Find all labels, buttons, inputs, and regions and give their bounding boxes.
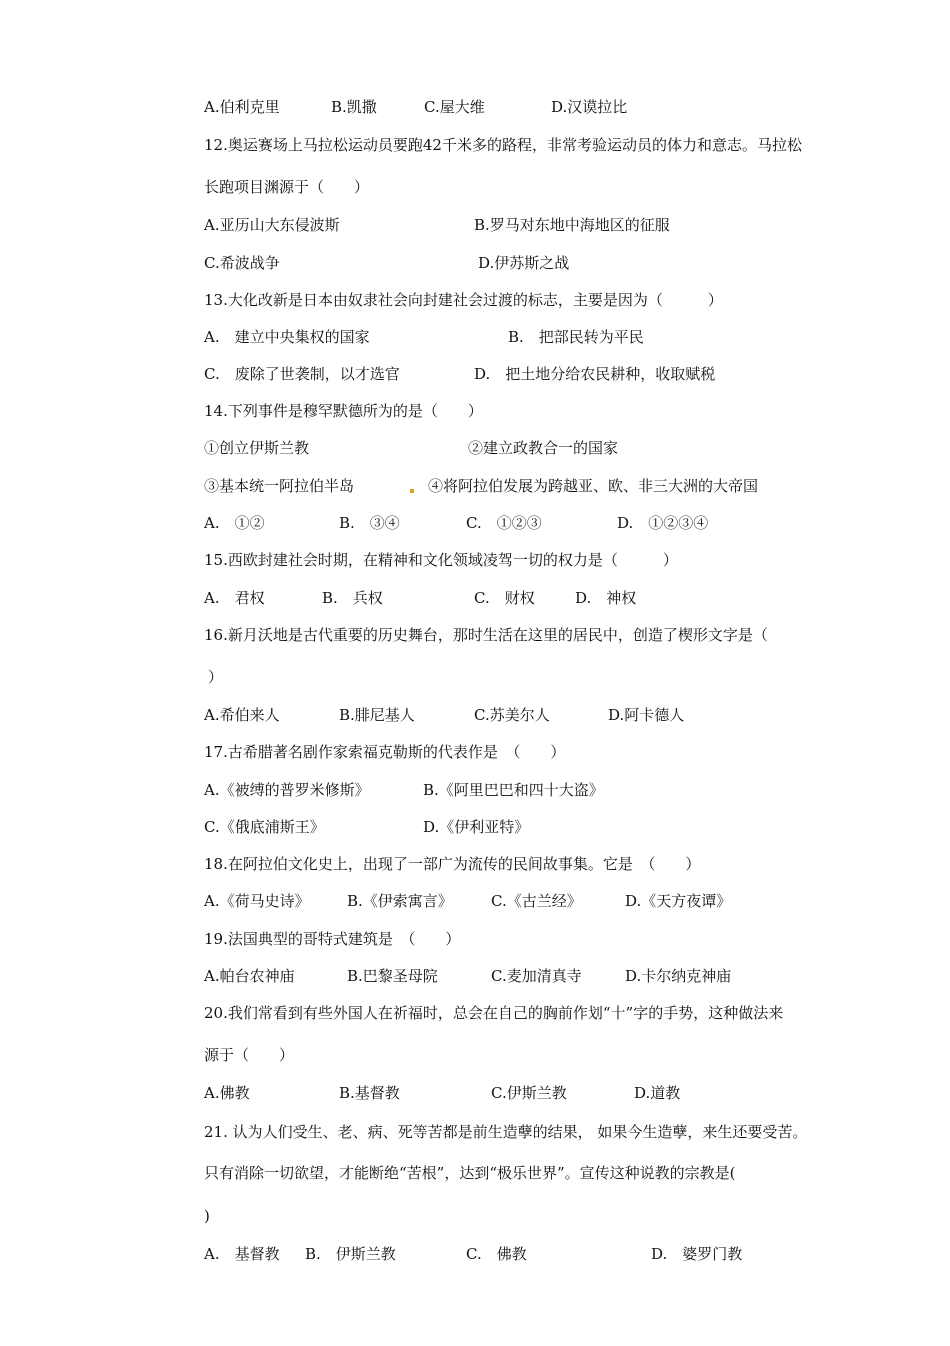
q17-option-a: A.《被缚的普罗米修斯》 [204,781,370,799]
q16-option-b: B.腓尼基人 [339,706,415,724]
q16-option-a: A.希伯来人 [204,706,280,724]
q19-option-c: C.麦加清真寺 [491,967,582,985]
q16-stem-line1: 16.新月沃地是古代重要的历史舞台，那时生活在这里的居民中，创造了楔形文字是（ [204,626,768,644]
q20-option-a: A.佛教 [204,1084,250,1102]
q13-stem: 13.大化改新是日本由奴隶社会向封建社会过渡的标志，主要是因为（ ） [204,291,723,309]
q19-option-a: A.帕台农神庙 [204,967,295,985]
q20-option-d: D.道教 [634,1084,681,1102]
q18-option-c: C.《古兰经》 [491,892,582,910]
q19-option-d: D.卡尔纳克神庙 [625,967,732,985]
q12-stem-line1: 12.奥运赛场上马拉松运动员要跑42千米多的路程，非常考验运动员的体力和意志。马拉松 [204,136,802,154]
q12-option-d: D.伊苏斯之战 [478,254,570,272]
q20-stem-line1: 20.我们常看到有些外国人在祈福时，总会在自己的胸前作划“十”字的手势，这种做法来 [204,1004,784,1022]
q13-option-d: D. 把土地分给农民耕种，收取赋税 [474,365,716,383]
q17-option-d: D.《伊利亚特》 [423,818,530,836]
q17-option-c: C.《俄底浦斯王》 [204,818,325,836]
q20-option-b: B.基督教 [339,1084,400,1102]
q11-option-d: D.汉谟拉比 [551,98,628,116]
q17-option-b: B.《阿里巴巴和四十大盗》 [423,781,604,799]
q13-option-c: C. 废除了世袭制，以才选官 [204,365,400,383]
q14-option-a: A. ①② [204,514,265,532]
q21-stem-line1: 21. 认为人们受生、老、病、死等苦都是前生造孽的结果， 如果今生造孽，来生还要受苦。 [204,1123,808,1141]
q12-option-a: A.亚历山大东侵波斯 [204,216,340,234]
q16-option-c: C.苏美尔人 [474,706,550,724]
q12-option-b: B.罗马对东地中海地区的征服 [474,216,670,234]
q11-option-b: B.凯撒 [331,98,377,116]
q19-stem: 19.法国典型的哥特式建筑是 （ ） [204,930,461,948]
stray-mark [410,489,414,493]
q11-option-a: A.伯利克里 [204,98,280,116]
q15-option-d: D. 神权 [575,589,637,607]
q15-option-b: B. 兵权 [322,589,383,607]
q20-option-c: C.伊斯兰教 [491,1084,567,1102]
q21-stem-line2: 只有消除一切欲望，才能断绝“苦根”，达到“极乐世界”。宣传这种说教的宗教是( [204,1164,736,1182]
q21-option-b: B. 伊斯兰教 [305,1245,396,1263]
q21-option-a: A. 基督教 [204,1245,280,1263]
q14-option-c: C. ①②③ [466,514,542,532]
q14-item-2: ②建立政教合一的国家 [468,439,619,457]
q21-option-c: C. 佛教 [466,1245,527,1263]
q18-stem: 18.在阿拉伯文化史上，出现了一部广为流传的民间故事集。它是 （ ） [204,855,701,873]
q12-stem-line2: 长跑项目渊源于（ ） [204,178,370,196]
q17-stem: 17.古希腊著名剧作家索福克勒斯的代表作是 （ ） [204,743,566,761]
q14-item-1: ①创立伊斯兰教 [204,439,310,457]
q14-stem: 14.下列事件是穆罕默德所为的是（ ） [204,402,483,420]
q18-option-a: A.《荷马史诗》 [204,892,310,910]
q13-option-b: B. 把部民转为平民 [508,328,644,346]
q15-option-c: C. 财权 [474,589,535,607]
q18-option-d: D.《天方夜谭》 [625,892,732,910]
q18-option-b: B.《伊索寓言》 [347,892,453,910]
q16-stem-line2: ） [208,668,224,686]
q21-option-d: D. 婆罗门教 [651,1245,743,1263]
q16-option-d: D.阿卡德人 [608,706,685,724]
q19-option-b: B.巴黎圣母院 [347,967,438,985]
q12-option-c: C.希波战争 [204,254,280,272]
q14-option-d: D. ①②③④ [617,514,709,532]
q20-stem-line2: 源于（ ） [204,1046,295,1064]
q21-stem-line3: ) [204,1207,210,1225]
q14-item-3: ③基本统一阿拉伯半岛 [204,477,355,495]
q14-option-b: B. ③④ [339,514,400,532]
q15-option-a: A. 君权 [204,589,265,607]
q13-option-a: A. 建立中央集权的国家 [204,328,370,346]
q15-stem: 15.西欧封建社会时期，在精神和文化领域凌驾一切的权力是（ ） [204,551,678,569]
q11-option-c: C.屋大维 [424,98,485,116]
q14-item-4: ④将阿拉伯发展为跨越亚、欧、非三大洲的大帝国 [428,477,759,495]
